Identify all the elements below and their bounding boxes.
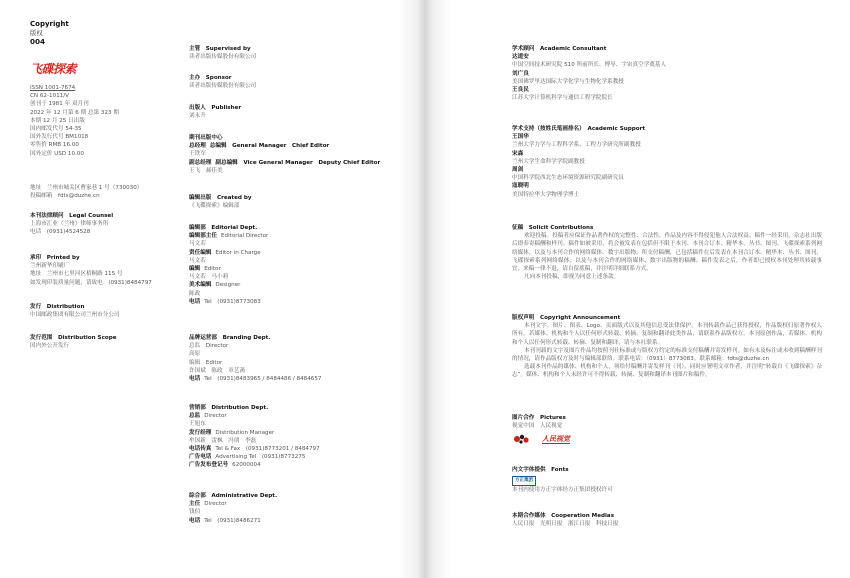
row-label: 广告电话 — [189, 454, 212, 461]
submission-email: 投稿邮箱 fdts@duzhe.cn — [30, 193, 100, 200]
editorial-dept — [189, 224, 399, 306]
row-text: Director — [204, 413, 227, 420]
issue-info: 2022 年 12 月第 6 期 总第 323 期 — [30, 109, 119, 116]
row-label: 美术编辑 — [189, 282, 212, 289]
created-heading: 编辑出版 Created by — [189, 195, 252, 201]
address: 地址 兰州市城关区曹家巷 1 号（730030） — [30, 185, 143, 191]
gm-title: 总编辑 General Manager Chief Editor — [209, 143, 330, 150]
solicit-heading: 征稿 Solicit Contributions — [512, 225, 594, 231]
domestic-code: 国内邮发代号 54-35 — [30, 126, 82, 133]
distribution-dept-heading: 营销部 Distribution Dept. — [189, 405, 269, 411]
copyright-paragraph: 本刊刊载的文字及图片作品均按照刊社标准或与版权方约定的标准支付稿酬并寄发样刊。如有未及标注或未收到稿酬样刊的情况，请作品版权方及时与编辑部联络。联系电话：（0931）8773083。联系邮箱：fdts@duzhe.cn — [512, 347, 822, 363]
editorial-center — [189, 134, 399, 175]
issn: ISSN 1001-7674 — [30, 85, 76, 91]
row-text: 62000004 — [232, 462, 261, 469]
scope-text: 国内外公开发行 — [30, 343, 70, 350]
editorial-center-heading: 期刊出版中心 — [189, 135, 223, 141]
row-text: 马文若 — [189, 257, 206, 264]
person-name: 周剑 — [512, 167, 524, 174]
person-name: 王良民 — [512, 87, 529, 94]
row-label: 发行经理 — [189, 429, 212, 436]
page-gutter — [398, 0, 452, 578]
cn-number: CN 62-1011/V — [30, 93, 69, 100]
branding-dept — [189, 334, 399, 383]
copyright-paragraph: 本刊文字、图片、图表、Logo、页面版式以及其他信息受法律保护。本刊转载作品已获得授权，作品版权归原著作权人所有。若媒体、机构和个人以任何形式转载、转摘、复制和翻译此类作品，请联系作品版权方。本刊原创作品，若媒体、机构和个人以任何形式转载、转摘、复制和翻译，请与本社联系。 — [512, 323, 822, 346]
founder-logo-text: 方正集团 — [512, 476, 536, 486]
person-desc: 美国特拉华大学物理学博士 — [512, 191, 580, 198]
row-text: 总监 Director — [189, 343, 229, 350]
scope-heading: 发行范围 Distribution Scope — [30, 335, 117, 341]
vcg-logo — [512, 432, 534, 446]
legal-heading: 本刊法律顾问 Legal Counsel — [30, 213, 114, 219]
publisher — [189, 104, 399, 120]
row-label: 主任 — [189, 501, 201, 508]
sponsor-heading: 主办 Sponsor — [189, 75, 232, 81]
row-text: Editor in Charge — [215, 249, 261, 256]
person-name: 寇晓明 — [512, 183, 529, 190]
support-heading: 学术支持（按姓氏笔画排名） Academic Support — [512, 126, 646, 132]
supervised-org: 读者出版传媒股份有限公司 — [189, 54, 257, 61]
person-name: 达道安 — [512, 54, 529, 61]
row-text: 王旭东 — [189, 421, 206, 428]
media-list: 人民日报 光明日报 浙江日报 科技日报 — [512, 521, 619, 528]
copyright-paragraph: 选载本刊作品的媒体、机构和个人，须给付稿酬并寄发样刊（刊），同时应署明文章作者，并注明“转载自《飞碟探索》杂志”。媒体、机构和个人未经许可不得转载、转摘、复制和翻译本刊图片和稿件。 — [512, 364, 822, 379]
row-text: Editorial Director — [220, 233, 269, 240]
pictures-partners: 视觉中国 人民视觉 — [512, 423, 563, 430]
person-name: 刘广良 — [512, 70, 529, 77]
row-text: Distribution Manager — [215, 429, 275, 436]
person-desc: 兰州大学生命科学学院副教授 — [512, 158, 585, 165]
row-text: Advertising Tel (0931)8773275 — [215, 454, 306, 461]
copyright-heading — [30, 20, 180, 46]
founded: 创刊于 1981 年 双月刊 — [30, 101, 89, 108]
row-text: 编辑 Editor — [189, 359, 223, 366]
copyright-title: Copyright — [30, 20, 69, 28]
sponsor — [189, 74, 399, 90]
page-number: 004 — [30, 37, 46, 46]
copyright-ann-heading: 版权声明 Copyright Announcement — [512, 315, 621, 321]
printed-heading: 承印 Printed by — [30, 255, 80, 261]
row-text: 马文若 马小莉 — [189, 274, 229, 281]
foreign-price: 国外定价 USD 10.00 — [30, 150, 84, 157]
solicit-contributions — [512, 224, 822, 281]
distribution-scope — [30, 334, 180, 350]
created-by — [189, 194, 399, 210]
printer-name: 兰州新华印刷厂 — [30, 263, 70, 270]
row-text: 钱伯 — [189, 509, 201, 516]
pictures-logos — [512, 432, 822, 446]
dgm-label: 副总经理 — [189, 159, 212, 166]
row-text: 马文若 — [189, 241, 206, 248]
supervised-by — [189, 45, 399, 61]
row-text: Tel (0931)8773083 — [204, 298, 261, 305]
publication-info — [30, 84, 180, 158]
cooperation-media — [512, 512, 822, 528]
copyright-subtitle: 版权 — [30, 29, 43, 37]
admin-dept-heading: 综合部 Administrative Dept. — [189, 493, 278, 499]
printer-address: 地址 兰州市七里河区梧桐路 115 号 — [30, 271, 123, 278]
created-org: 《飞碟探索》编辑部 — [189, 203, 240, 210]
legal-counsel — [30, 212, 180, 237]
pictures-heading: 图片合作 Pictures — [512, 415, 566, 421]
gm-name: 王铁军 — [189, 151, 206, 158]
person-desc: 中国空间技术研究院 510 所前所长、博导、宇宙真空学奠基人 — [512, 62, 667, 69]
distribution-org: 中国邮政集团有限公司兰州市分公司 — [30, 312, 120, 319]
person-desc: 中国科学院西北生态环境资源研究院副研究员 — [512, 175, 624, 182]
supervised-heading: 主管 Supervised by — [189, 46, 251, 52]
row-text: Tel (0931)8486271 — [204, 517, 261, 524]
academic-support — [512, 125, 822, 199]
row-text: 陈政 — [189, 290, 201, 297]
pictures-cooperation — [512, 414, 822, 446]
fonts-heading: 内文字体提供 Fonts — [512, 467, 569, 473]
branding-dept-heading: 品牌运营部 Branding Dept. — [189, 335, 271, 341]
row-label: 电话 — [189, 517, 201, 524]
dgm-title: 副总编辑 Vice General Manager Deputy Chief Editor — [215, 159, 381, 166]
row-text: Designer — [215, 282, 241, 289]
retail-price: 零售价 RMB 16.00 — [30, 142, 79, 149]
founder-logo — [512, 476, 536, 486]
row-label: 责任编辑 — [189, 249, 212, 256]
row-text: Tel (0931)8483965 / 8484486 / 8484657 — [204, 376, 322, 383]
legal-firm: 上海市汇业（兰州）律师事务所 — [30, 221, 109, 228]
solicit-paragraph: 欢迎投稿。投稿者应保证作品著作权的完整性、合法性，作品及内容不得侵犯他人合法权益。稿件一经采用，杂志社出版后即奉寄稿酬和样刊。稿件如被采用，将会被发表在包括但不限于本刊、本刊合订本、精华本、丛书、图刊、飞碟探索系列网络媒体，以及与本刊合作的网络媒体、数字出版物。所支付稿酬，已包括稿件在后发表在本刊合订本、精华本、丛书、图刊、飞碟探索系列网络媒体，以及与本刊合作的网络媒体、数字出版物的稿酬。稿件发表之后，作者即已授权本刊处理其转载事宜。来稿一律不退，请自留底稿，并注明详细联系方式。 — [512, 233, 822, 273]
sponsor-org: 读者出版传媒股份有限公司 — [189, 83, 257, 90]
magazine-logo: 飞碟探索 — [30, 62, 77, 76]
legal-phone: 电话 (0931)4524528 — [30, 229, 91, 236]
editorial-dept-heading: 编辑部 Editorial Dept. — [189, 225, 258, 231]
row-text: Director — [204, 501, 227, 508]
row-text: 许国斌 陈政 章艺菡 — [189, 367, 245, 374]
row-text: 牟国新 雷枫 冯朋 李磊 — [189, 437, 257, 444]
row-label: 电话 — [189, 298, 201, 305]
printed-by — [30, 254, 180, 287]
row-label: 电话传真 — [189, 446, 212, 453]
consultant-heading: 学术顾问 Academic Consultant — [512, 46, 607, 52]
person-name: 王国华 — [512, 134, 529, 141]
dgm-names: 王飞 郝佳美 — [189, 167, 223, 174]
row-text: 高原 — [189, 351, 201, 358]
row-label: 电话 — [189, 376, 201, 383]
distribution-heading: 发行 Distribution — [30, 304, 85, 310]
person-desc: 美国佛罗里达国际大学化学与生物化学系教授 — [512, 78, 624, 85]
publish-date: 本期 12 月 25 日出版 — [30, 117, 85, 124]
media-heading: 本期合作媒体 Cooperation Medias — [512, 513, 615, 519]
distribution — [30, 303, 180, 319]
academic-consultant — [512, 45, 822, 102]
fonts-text: 本刊内使用方正字体经方正集团授权许可 — [512, 487, 613, 494]
person-desc: 兰州大学力学与工程科学系、工程力学研究所副教授 — [512, 142, 641, 149]
row-label: 编辑 — [189, 266, 201, 273]
foreign-code: 国外发行代号 BM1018 — [30, 134, 89, 141]
person-name: 宋森 — [512, 150, 524, 157]
row-label: 广告发布登记号 — [189, 462, 229, 469]
rmsj-logo: 人民视觉 — [542, 434, 570, 444]
admin-dept — [189, 492, 399, 525]
copyright-announcement — [512, 314, 822, 380]
row-text: Editor — [204, 266, 221, 273]
printer-phone: 如发现印装质量问题，请致电：(0931)8484797 — [30, 279, 152, 286]
distribution-dept — [189, 404, 399, 470]
solicit-paragraph: 凡向本刊投稿，即视为同意上述条款。 — [524, 274, 620, 281]
publisher-heading: 出版人 Publisher — [189, 105, 242, 111]
person-desc: 江苏大学计算机科学与通信工程学院院长 — [512, 95, 613, 102]
gm-label: 总经理 — [189, 143, 206, 150]
address-block — [30, 184, 180, 200]
fonts-provider — [512, 466, 822, 494]
publisher-name: 刘永升 — [189, 113, 206, 120]
row-text: Tel & Fax (0931)8773201 / 8484797 — [215, 446, 320, 453]
row-label: 总监 — [189, 413, 201, 420]
row-label: 编辑部主任 — [189, 233, 217, 240]
